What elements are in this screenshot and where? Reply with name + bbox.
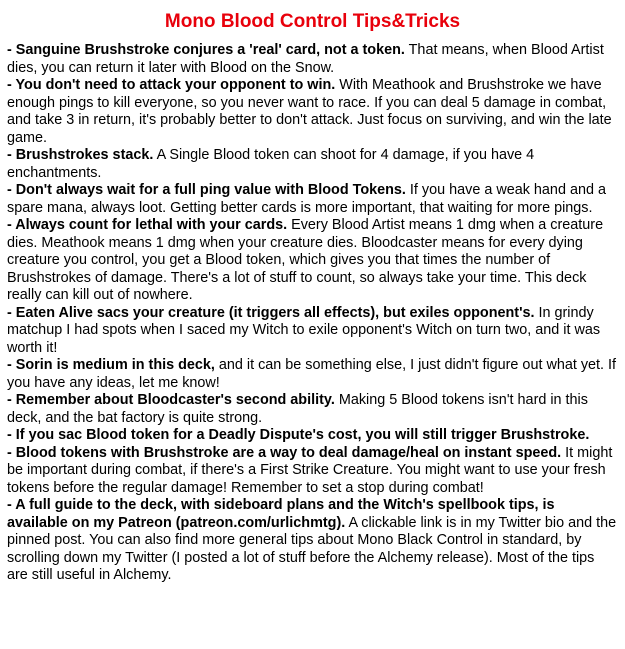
tip-heading: - Always count for lethal with your cards. bbox=[7, 217, 288, 233]
tip-item bbox=[7, 217, 618, 305]
tip-item bbox=[7, 427, 618, 445]
tip-item bbox=[7, 147, 618, 182]
tip-item bbox=[7, 497, 618, 585]
tip-body: A Single Blood token can shoot for 4 damage, if you have 4 enchantments. bbox=[7, 147, 535, 181]
tip-item bbox=[7, 305, 618, 358]
tip-body: and it can be something else, I just didn't figure out what yet. If you have any ideas, let me know! bbox=[7, 357, 617, 391]
tip-item bbox=[7, 445, 618, 498]
tip-body: In grindy matchup I had spots when I saced my Witch to exile opponent's Witch on turn two, and it was worth it! bbox=[7, 304, 601, 356]
tip-heading: - If you sac Blood token for a Deadly Dispute's cost, you will still trigger Brushstroke. bbox=[7, 427, 590, 443]
tip-body: Every Blood Artist means 1 dmg when a creature dies. Meathook means 1 dmg when your creature dies. Bloodcaster means for every dying creature you control, you get a Blood token, which gives you that times the number of Brushstrokes of damage. There's a lot of stuff to count, so always take your time. This deck really can kill out of nowhere. bbox=[7, 217, 604, 303]
tip-body: It might be important during combat, if there's a First Strike Creature. You might want to use your fresh tokens before the regular damage! Remember to set a stop during combat! bbox=[7, 444, 613, 496]
tip-item bbox=[7, 42, 618, 77]
tip-heading: - A full guide to the deck, with sideboard plans and the Witch's spellbook tips, is available on my Patreon (patreon.com/urlichmtg). bbox=[7, 497, 555, 531]
tip-body: If you have a weak hand and a spare mana, always loot. Getting better cards is more important, that waiting for more pings. bbox=[7, 182, 606, 216]
tip-body: That means, when Blood Artist dies, you can return it later with Blood on the Snow. bbox=[7, 42, 604, 76]
tip-item bbox=[7, 392, 618, 427]
tips-list bbox=[7, 42, 618, 585]
tip-item bbox=[7, 357, 618, 392]
tip-item bbox=[7, 77, 618, 147]
tip-heading: - Sorin is medium in this deck, bbox=[7, 357, 215, 373]
tip-body: Making 5 Blood tokens isn't hard in this deck, and the bat factory is quite strong. bbox=[7, 392, 588, 426]
tip-item bbox=[7, 182, 618, 217]
tip-heading: - You don't need to attack your opponent to win. bbox=[7, 77, 336, 93]
tip-body: A clickable link is in my Twitter bio and the pinned post. You can also find more general tips about Mono Black Control in standard, by scrolling down my Twitter (I posted a lot of stuff before the Alchemy release). Most of the tips are still useful in Alchemy. bbox=[7, 514, 617, 583]
tip-heading: - Sanguine Brushstroke conjures a 'real' card, not a token. bbox=[7, 42, 405, 58]
tip-body: With Meathook and Brushstroke we have enough pings to kill everyone, so you never want to race. If you can deal 5 damage in combat, and take 3 in return, it's probably better to don't attack. Just focus on surviving, and win the late game. bbox=[7, 77, 612, 146]
tip-heading: - Blood tokens with Brushstroke are a way to deal damage/heal on instant speed. bbox=[7, 444, 562, 461]
tip-heading: - Remember about Bloodcaster's second ability. bbox=[7, 392, 335, 408]
tip-heading: - Don't always wait for a full ping value with Blood Tokens. bbox=[7, 182, 406, 198]
document-title: Mono Blood Control Tips&Tricks bbox=[164, 11, 461, 32]
tip-heading: - Eaten Alive sacs your creature (it triggers all effects), but exiles opponent's. bbox=[7, 304, 535, 321]
tip-heading: - Brushstrokes stack. bbox=[7, 147, 154, 163]
